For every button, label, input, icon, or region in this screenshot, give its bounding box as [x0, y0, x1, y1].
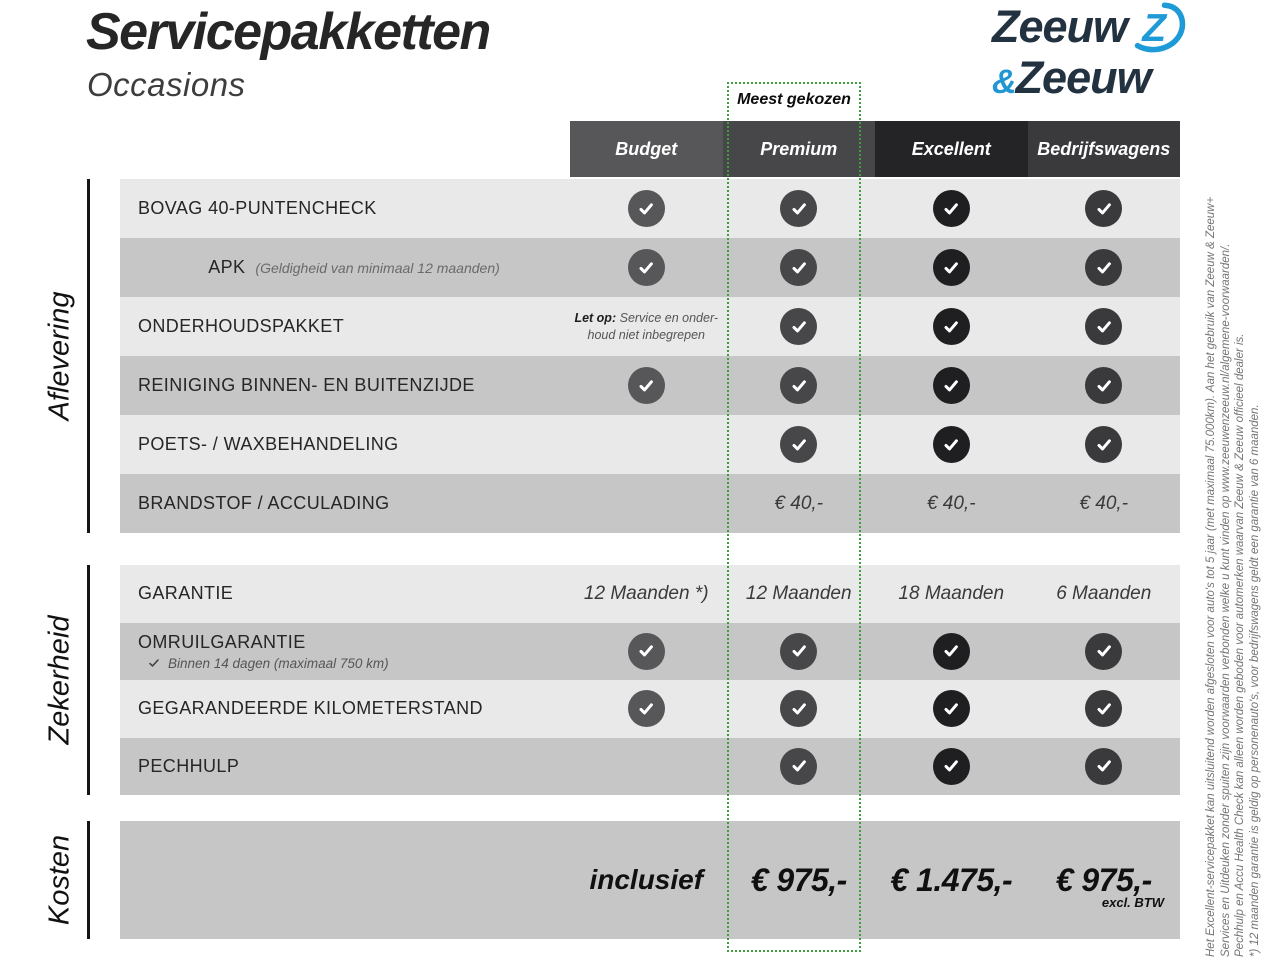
check-icon [780, 308, 817, 345]
table-row-bovag [120, 179, 1180, 238]
section-label-kosten: Kosten [43, 834, 76, 926]
check-icon [933, 249, 970, 286]
logo-swoosh-z-icon [1129, 2, 1187, 54]
check-icon [628, 367, 665, 404]
logo-line-1 [992, 1, 1187, 54]
check-icon [1085, 426, 1122, 463]
meest-gekozen-label: Meest gekozen [737, 91, 851, 108]
check-icon [780, 249, 817, 286]
check-icon [1085, 748, 1122, 785]
check-icon [780, 690, 817, 727]
logo-line-2 [992, 52, 1187, 103]
table-row-kilometerstand [120, 680, 1180, 738]
row-label: BOVAG 40-PUNTENCHECK [138, 198, 377, 218]
check-icon [780, 367, 817, 404]
svg-text:Z: Z [1142, 7, 1166, 51]
section-label-zekerheid: Zekerheid [43, 615, 76, 745]
row-label: ONDERHOUDSPAKKET [138, 316, 345, 336]
garantie-value: 6 Maanden [1056, 582, 1152, 604]
row-label: OMRUILGARANTIE [138, 631, 306, 652]
check-icon [933, 308, 970, 345]
excl-btw-note: excl. BTW [1101, 895, 1164, 910]
column-header-budget: Budget [570, 121, 723, 177]
section-line-kosten [87, 821, 90, 939]
zeeuw-en-zeeuw-logo [992, 1, 1187, 103]
price-value: € 40,- [774, 492, 824, 514]
price-value: € 40,- [1079, 492, 1129, 514]
empty-cell [570, 474, 723, 533]
check-icon [628, 249, 665, 286]
check-icon [1085, 367, 1122, 404]
check-icon [933, 190, 970, 227]
row-label: BRANDSTOF / ACCULADING [138, 493, 390, 513]
section-line-zekerheid [87, 565, 90, 795]
table-row-apk [120, 238, 1180, 297]
check-icon [628, 633, 665, 670]
check-icon [933, 367, 970, 404]
kosten-premium-price: € 975,- [750, 861, 847, 898]
price-value: € 40,- [926, 492, 976, 514]
check-icon [780, 190, 817, 227]
logo-ampersand: & [992, 63, 1016, 101]
row-label: GEGARANDEERDE KILOMETERSTAND [138, 698, 483, 719]
footnote-line: *) 12 maanden garantie is geldig op personenauto's, voor bedrijfswagens geldt een garantie van 6 maanden. [1248, 404, 1261, 957]
table-row-pechhulp [120, 738, 1180, 796]
table-row-poets [120, 415, 1180, 474]
check-icon [628, 690, 665, 727]
row-sub-note: Binnen 14 dagen (maximaal 750 km) [138, 656, 570, 671]
garantie-value: 12 Maanden [745, 582, 852, 604]
row-label: POETS- / WAXBEHANDELING [138, 434, 399, 454]
footnote-fine-print [1204, 97, 1262, 957]
column-header-premium: Premium [723, 121, 876, 177]
table-row-garantie [120, 565, 1180, 623]
table-row-onderhoudspakket [120, 297, 1180, 356]
row-label: GARANTIE [138, 583, 234, 604]
page-title: Servicepakketten [86, 3, 490, 61]
kosten-bedrijfswagens-price: € 975,- [1055, 861, 1152, 898]
empty-cell [570, 738, 723, 796]
row-label: APK [208, 257, 246, 277]
package-header-row [570, 121, 1180, 177]
check-icon [628, 190, 665, 227]
footnote-line: Services en Uitdeuken zonder spuiten zijn voorwaarden verbonden welke u kunt vinden op www.zeeuwenzeeuw.nl/algemene-voorwaarden/. [1219, 243, 1232, 957]
section-label-aflevering: Aflevering [43, 291, 76, 421]
logo-text-bottom: Zeeuw [1015, 52, 1151, 103]
kosten-band [120, 821, 1180, 939]
check-icon [780, 426, 817, 463]
check-icon [1085, 690, 1122, 727]
footnote-line: Het Excellent-servicepakket kan uitsluitend worden afgesloten voor auto's tot 5 jaar (met maximaal 75.000km). Aan het gebruik van Zeeuw & Zeeuw+ [1205, 196, 1217, 957]
garantie-value: 12 Maanden *) [583, 582, 709, 604]
empty-cell [120, 821, 570, 939]
check-icon [1085, 633, 1122, 670]
table-row-omruilgarantie [120, 623, 1180, 681]
table-row-brandstof [120, 474, 1180, 533]
row-label: REINIGING BINNEN- EN BUITENZIJDE [138, 375, 475, 395]
check-icon [780, 633, 817, 670]
row-label: PECHHULP [138, 755, 240, 776]
check-icon [933, 426, 970, 463]
column-header-excellent: Excellent [875, 121, 1028, 177]
garantie-value: 18 Maanden [898, 582, 1005, 604]
kosten-budget-value: inclusief [589, 864, 704, 895]
column-header-bedrijfswagens: Bedrijfswagens [1028, 121, 1181, 177]
table-row-reiniging [120, 356, 1180, 415]
kosten-excellent-price: € 1.475,- [890, 861, 1013, 898]
check-icon [933, 690, 970, 727]
logo-text-top: Zeeuw [992, 1, 1128, 52]
small-check-icon [148, 657, 160, 669]
empty-cell [570, 415, 723, 474]
check-icon [1085, 249, 1122, 286]
check-icon [780, 748, 817, 785]
budget-warning-note: Let op: Service en onder- houd niet inbegrepen [574, 311, 719, 342]
check-icon [933, 748, 970, 785]
row-note: (Geldigheid van minimaal 12 maanden) [255, 259, 500, 276]
zekerheid-rows [120, 565, 1180, 795]
footnote-line: Pechhulp en Accu Health Check kan alleen worden geboden voor automerken waarvan Zeeuw & Zeeuw officieel dealer is. [1234, 333, 1246, 957]
check-icon [933, 633, 970, 670]
aflevering-rows [120, 179, 1180, 533]
check-icon [1085, 190, 1122, 227]
page-subtitle: Occasions [87, 66, 246, 103]
check-icon [1085, 308, 1122, 345]
section-line-aflevering [87, 179, 90, 533]
